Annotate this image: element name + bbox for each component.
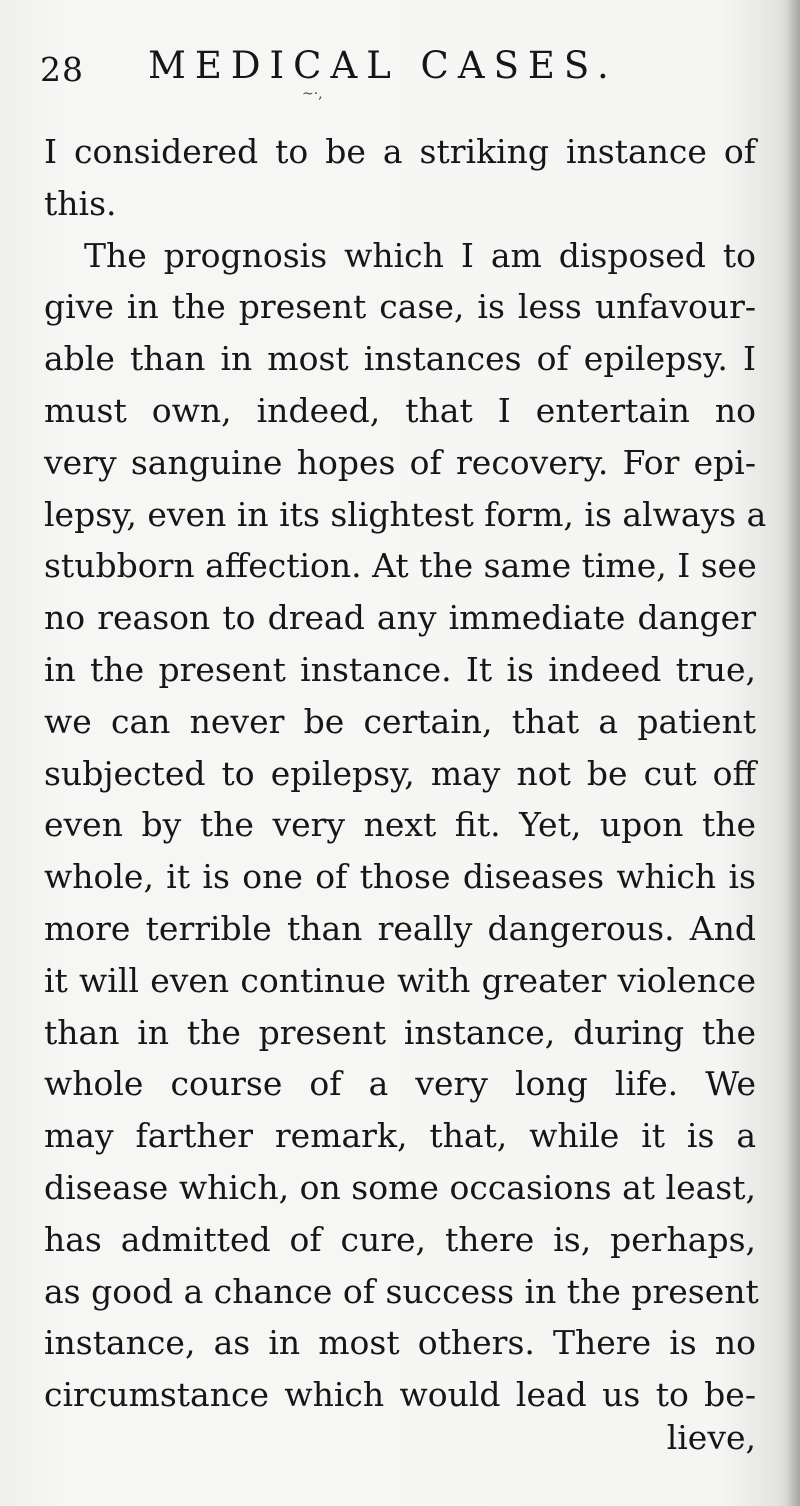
text-line: very sanguine hopes of recovery. For epi- bbox=[44, 442, 756, 482]
text-line: more terrible than really dangerous. And bbox=[44, 908, 756, 948]
text-line: it will even continue with greater violence bbox=[44, 960, 756, 1000]
text-line: disease which, on some occasions at least, bbox=[44, 1167, 756, 1207]
text-line: whole course of a very long life. We bbox=[44, 1064, 756, 1104]
text-line: than in the present instance, during the bbox=[44, 1012, 756, 1052]
text-line: in the present instance. It is indeed true, bbox=[44, 649, 756, 689]
ornament-mark: ~·, bbox=[302, 86, 323, 102]
text-line: The prognosis which I am disposed to bbox=[84, 235, 756, 275]
running-head bbox=[40, 38, 760, 102]
text-line: may farther remark, that, while it is a bbox=[44, 1116, 756, 1156]
running-title: MEDICAL CASES. bbox=[148, 44, 618, 87]
text-line: able than in most instances of epilepsy. I bbox=[44, 339, 756, 379]
text-line: as good a chance of success in the present bbox=[44, 1271, 759, 1311]
text-line: instance, as in most others. There is no bbox=[44, 1323, 756, 1363]
text-line: must own, indeed, that I entertain no bbox=[44, 390, 756, 430]
catchword: lieve, bbox=[666, 1418, 756, 1457]
page-number: 28 bbox=[40, 50, 84, 89]
text-line: no reason to dread any immediate danger bbox=[44, 598, 756, 638]
text-line: I considered to be a striking instance of bbox=[44, 132, 756, 171]
text-line: stubborn affection. At the same time, I see bbox=[44, 546, 757, 586]
text-line: give in the present case, is less unfavour- bbox=[44, 287, 756, 327]
text-line: even by the very next fit. Yet, upon the bbox=[44, 805, 756, 845]
text-line: circumstance which would lead us to be- bbox=[44, 1375, 756, 1415]
text-line: lepsy, even in its slightest form, is always a bbox=[44, 494, 767, 534]
body-text bbox=[44, 126, 767, 1421]
text-line: subjected to epilepsy, may not be cut off bbox=[44, 753, 756, 793]
text-line: this. bbox=[44, 183, 117, 223]
text-line: whole, it is one of those diseases which is bbox=[44, 857, 756, 897]
text-line: we can never be certain, that a patient bbox=[44, 701, 756, 741]
text-line: has admitted of cure, there is, perhaps, bbox=[44, 1219, 756, 1259]
page-edge-shadow bbox=[786, 0, 800, 1506]
